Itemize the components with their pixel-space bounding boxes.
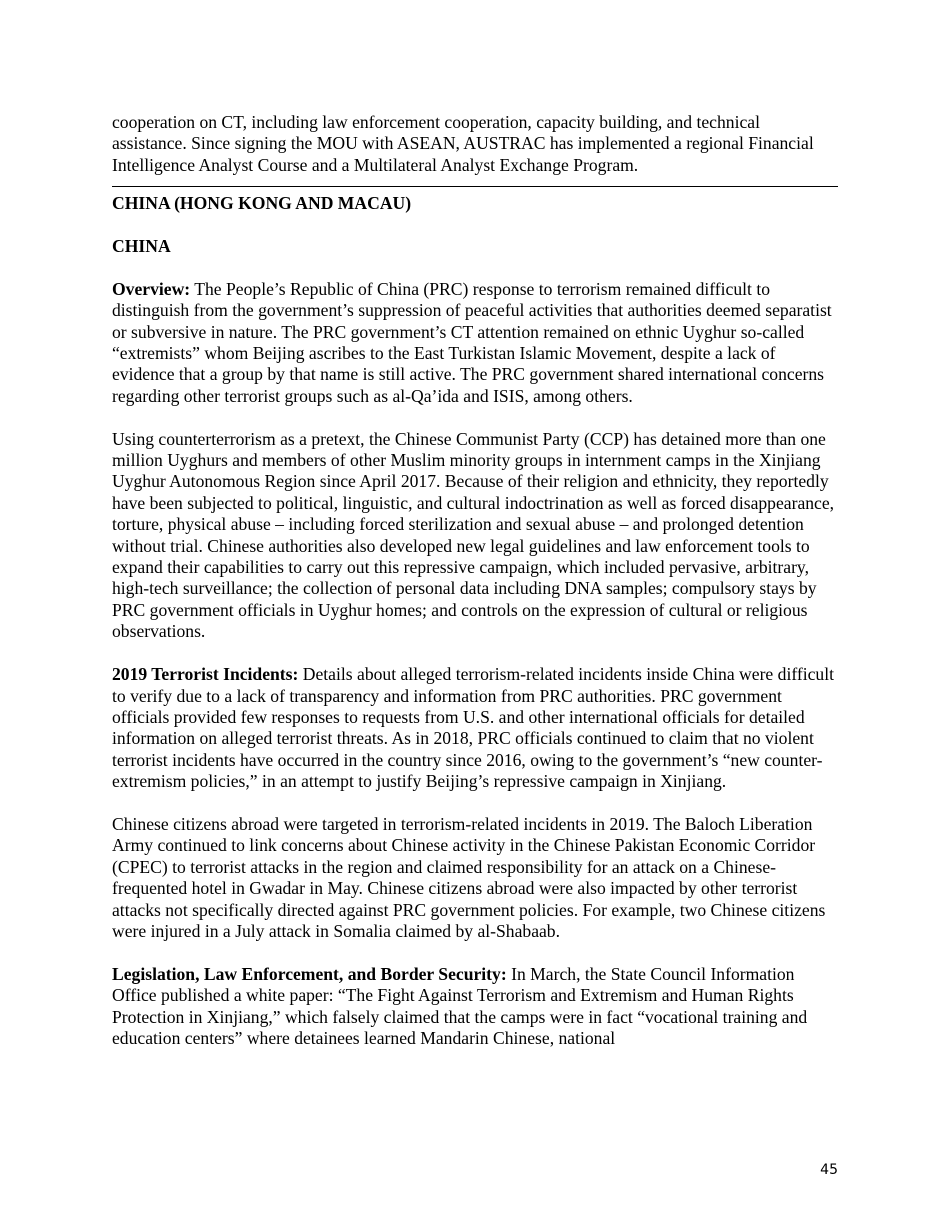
paragraph-text: Chinese citizens abroad were targeted in terrorism-related incidents in 2019. The Baloch Liberation Army continued to link concerns about Chinese activity in the Chinese Pakistan Economic Corridor (CPEC) to terrorist attacks in the region and claimed responsibility for an attack on a Chinese-frequented hotel in Gwadar in May. Chinese citizens abroad were also impacted by other terrorist attacks not specifically directed against PRC government policies. For example, two Chinese citizens were injured in a July attack in Somalia claimed by al-Shabaab. [112,813,826,941]
continuation-paragraph: cooperation on CT, including law enforcement cooperation, capacity building, and technical assistance. Since signing the MOU with ASEAN, AUSTRAC has implemented a regional Financial Intelligence Analyst Course and a Multilateral Analyst Exchange Program. [112,112,814,175]
paragraph-terrorist-incidents [112,664,838,792]
paragraph-text: In March, the State Council Information Office published a white paper: “The Fight Against Terrorism and Extremism and Human Rights Protection in Xinjiang,” which falsely claimed that the camps were in fact “vocational training and education centers” where detainees learned Mandarin Chinese, national [112,963,808,1048]
section-title: CHINA (HONG KONG AND MACAU) [112,193,412,214]
paragraph-lead: Legislation, Law Enforcement, and Border Security: [112,963,507,984]
paragraph-overview [112,279,838,407]
paragraph-legislation [112,964,838,1050]
paragraph-lead: 2019 Terrorist Incidents: [112,664,299,685]
paragraph-text: The People’s Republic of China (PRC) response to terrorism remained difficult to distinguish from the government’s suppression of peaceful activities that authorities deemed separatist or subversive in nature. The PRC government’s CT attention remained on ethnic Uyghur so-called “extremists” whom Beijing ascribes to the East Turkistan Islamic Movement, despite a lack of evidence that a group by that name is still active. The PRC government shared international concerns regarding other terrorist groups such as al-Qa’ida and ISIS, among others. [112,278,832,406]
paragraph-text: Using counterterrorism as a pretext, the Chinese Communist Party (CCP) has detained more than one million Uyghurs and members of other Muslim minority groups in internment camps in the Xinjiang Uyghur Autonomous Region since April 2017. Because of their religion and ethnicity, they reportedly have been subjected to political, linguistic, and cultural indoctrination as well as forced disappearance, torture, physical abuse – including forced sterilization and sexual abuse – and prolonged detention without trial. Chinese authorities also developed new legal guidelines and law enforcement tools to expand their capabilities to carry out this repressive campaign, which included pervasive, arbitrary, high-tech surveillance; the collection of personal data including DNA samples; compulsory stays by PRC government officials in Uyghur homes; and controls on the expression of cultural or religious observations. [112,428,835,642]
section-divider [112,176,838,187]
document-body [112,112,838,1071]
paragraph-lead: Overview: [112,278,191,299]
paragraph-text: Details about alleged terrorism-related incidents inside China were difficult to verify due to a lack of transparency and information from PRC authorities. PRC government officials provided few responses to requests from U.S. and other international officials for detailed information on alleged terrorist threats. As in 2018, PRC officials continued to claim that no violent terrorist incidents have occurred in the country since 2016, owing to the government’s “new counter-extremism policies,” in an attempt to justify Beijing’s repressive campaign in Xinjiang. [112,664,834,792]
paragraph-citizens-abroad [112,814,838,942]
paragraph-counterterrorism-pretext [112,429,838,643]
subsection-title: CHINA [112,236,171,257]
page-number: 45 [820,1162,838,1178]
